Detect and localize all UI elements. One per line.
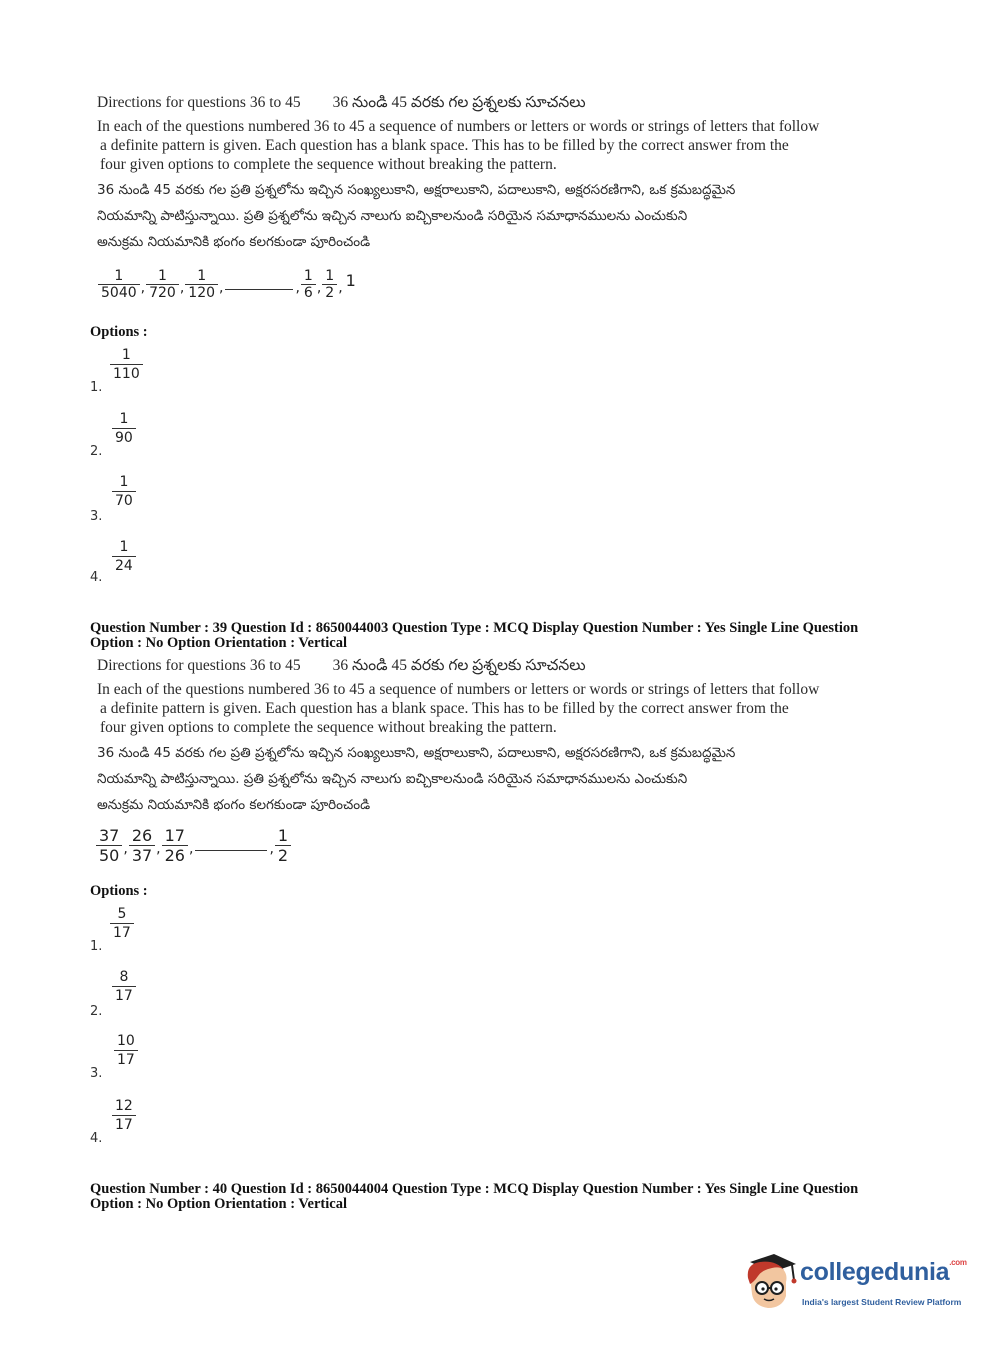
directions-te-line: 36 నుండి 45 వరకు గల ప్రతి ప్రశ్నలోను ఇచ్చిన సంఖ్యలుకాని, అక్షరాలుకాని, పదాలుకాని, అక్షరసరణిగాని, ఒక క్రమబద్ధమైన [97, 745, 736, 761]
q39-sequence [96, 826, 291, 865]
denominator: 50 [99, 846, 120, 865]
sequence-term [185, 268, 218, 301]
q39-directions-heading [97, 656, 917, 675]
directions-en-line: In each of the questions numbered 36 to 45 a sequence of numbers or letters or words or strings of letters that follow [97, 681, 820, 698]
option-fraction [114, 1032, 138, 1069]
option-number: 4. [90, 1131, 103, 1146]
option-fraction [110, 905, 134, 942]
denominator: 70 [115, 493, 133, 509]
numerator: 10 [117, 1033, 135, 1049]
logo-suffix: .com [949, 1258, 967, 1267]
comma: , [140, 279, 146, 296]
denominator: 120 [188, 285, 216, 301]
option-fraction [110, 346, 143, 383]
q39-directions-title-te: 36 నుండి 45 వరకు గల ప్రశ్నలకు సూచనలు [332, 657, 586, 674]
denominator: 17 [115, 1117, 133, 1133]
directions-te-line: 36 నుండి 45 వరకు గల ప్రతి ప్రశ్నలోను ఇచ్చిన సంఖ్యలుకాని, అక్షరాలుకాని, పదాలుకాని, అక్షరసరణిగాని, ఒక క్రమబద్ధమైన [97, 182, 736, 198]
q38-directions-en [97, 117, 917, 174]
q39-meta [90, 621, 970, 651]
q38-directions-title-te: 36 నుండి 45 వరకు గల ప్రశ్నలకు సూచనలు [332, 94, 586, 111]
directions-en-line: a definite pattern is given. Each question has a blank space. This has to be filled by the correct answer from the [100, 700, 789, 717]
collegedunia-logo[interactable] [742, 1252, 972, 1312]
denominator: 90 [115, 430, 133, 446]
denominator: 24 [115, 558, 133, 574]
q39-meta-line-2: Option : No Option Orientation : Vertical [90, 635, 347, 651]
comma: , [188, 840, 194, 857]
comma: , [156, 840, 161, 857]
sequence-term [322, 268, 337, 301]
denominator: 17 [113, 925, 131, 941]
option-number: 2. [90, 444, 103, 459]
denominator: 26 [164, 846, 185, 865]
q38-options-label: Options : [90, 324, 148, 340]
option-number: 3. [90, 509, 103, 524]
denominator: 110 [113, 366, 140, 382]
numerator: 1 [197, 268, 207, 284]
directions-en-line: In each of the questions numbered 36 to 45 a sequence of numbers or letters or words or strings of letters that follow [97, 118, 820, 135]
directions-en-line: four given options to complete the sequence without breaking the pattern. [100, 156, 557, 173]
numerator: 26 [131, 826, 153, 845]
option-number: 1. [90, 939, 103, 954]
sequence-blank [195, 850, 267, 851]
comma: , [219, 279, 224, 296]
comma: , [123, 840, 128, 857]
sequence-term [98, 268, 140, 301]
option-fraction [112, 473, 136, 510]
comma: , [338, 279, 343, 296]
numerator: 5 [117, 906, 127, 922]
option-number: 2. [90, 1004, 103, 1019]
denominator: 6 [303, 285, 313, 301]
q38-directions [97, 93, 917, 255]
q38-sequence [98, 268, 356, 301]
q39-directions [97, 656, 917, 818]
denominator: 17 [115, 988, 133, 1004]
denominator: 17 [117, 1052, 135, 1068]
directions-te-line: నియమాన్ని పాటిస్తున్నాయి. ప్రతి ప్రశ్నలోను ఇచ్చిన నాలుగు ఐచ్చికాలనుండి సరియైన సమాధానములను ఎంచుకుని [97, 208, 688, 224]
q39-directions-en [97, 680, 917, 737]
denominator: 720 [149, 285, 176, 301]
sequence-last-term: 1 [345, 271, 356, 290]
numerator: 1 [277, 826, 289, 845]
option-number: 3. [90, 1066, 103, 1081]
directions-te-line: అనుక్రమ నియమానికి భంగం కలగకుండా పూరించండి [97, 797, 371, 813]
sequence-term [162, 826, 188, 865]
option-number: 4. [90, 570, 103, 585]
numerator: 1 [325, 268, 335, 284]
option-fraction [112, 968, 136, 1005]
q39-meta-line-1: Question Number : 39 Question Id : 8650044003 Question Type : MCQ Display Question Number : Yes Single Line Question [90, 620, 859, 636]
logo-wordmark [800, 1258, 967, 1287]
logo-name: collegedunia [800, 1258, 950, 1286]
q40-meta-line-1: Question Number : 40 Question Id : 8650044004 Question Type : MCQ Display Question Number : Yes Single Line Question [90, 1181, 859, 1197]
sequence-term [146, 268, 179, 301]
comma: , [179, 279, 185, 296]
comma: , [269, 840, 274, 857]
numerator: 1 [114, 268, 124, 284]
mascot-icon [742, 1252, 798, 1312]
sequence-term [301, 268, 316, 301]
directions-en-line: a definite pattern is given. Each question has a blank space. This has to be filled by the correct answer from the [100, 137, 789, 154]
denominator: 2 [325, 285, 335, 301]
numerator: 1 [158, 268, 167, 284]
q39-options-label: Options : [90, 883, 148, 899]
q39-directions-te [97, 740, 917, 818]
q40-meta [90, 1182, 970, 1212]
numerator: 1 [119, 411, 129, 427]
comma: , [295, 279, 300, 296]
option-number: 1. [90, 380, 103, 395]
sequence-term [275, 826, 291, 865]
q40-meta-line-2: Option : No Option Orientation : Vertical [90, 1196, 347, 1212]
numerator: 37 [99, 826, 120, 845]
numerator: 17 [164, 826, 185, 845]
option-fraction [112, 538, 136, 575]
q38-directions-title: Directions for questions 36 to 45 [97, 94, 301, 111]
q39-directions-title: Directions for questions 36 to 45 [97, 657, 301, 674]
directions-en-line: four given options to complete the sequence without breaking the pattern. [100, 719, 557, 736]
numerator: 1 [119, 474, 129, 490]
numerator: 1 [119, 539, 129, 555]
logo-tagline: India's largest Student Review Platform [802, 1297, 962, 1307]
numerator: 12 [115, 1098, 133, 1114]
denominator: 5040 [101, 285, 137, 301]
numerator: 1 [121, 347, 131, 363]
sequence-term [129, 826, 155, 865]
denominator: 37 [131, 846, 153, 865]
q38-directions-te [97, 177, 917, 255]
sequence-term [96, 826, 122, 865]
option-fraction [112, 1097, 136, 1134]
comma: , [316, 279, 322, 296]
sequence-blank [225, 289, 293, 290]
numerator: 1 [303, 268, 313, 284]
denominator: 2 [277, 846, 289, 865]
directions-te-line: అనుక్రమ నియమానికి భంగం కలగకుండా పూరించండి [97, 234, 371, 250]
q38-directions-heading [97, 93, 917, 112]
directions-te-line: నియమాన్ని పాటిస్తున్నాయి. ప్రతి ప్రశ్నలోను ఇచ్చిన నాలుగు ఐచ్చికాలనుండి సరియైన సమాధానములను ఎంచుకుని [97, 771, 688, 787]
option-fraction [112, 410, 136, 447]
numerator: 8 [119, 969, 129, 985]
